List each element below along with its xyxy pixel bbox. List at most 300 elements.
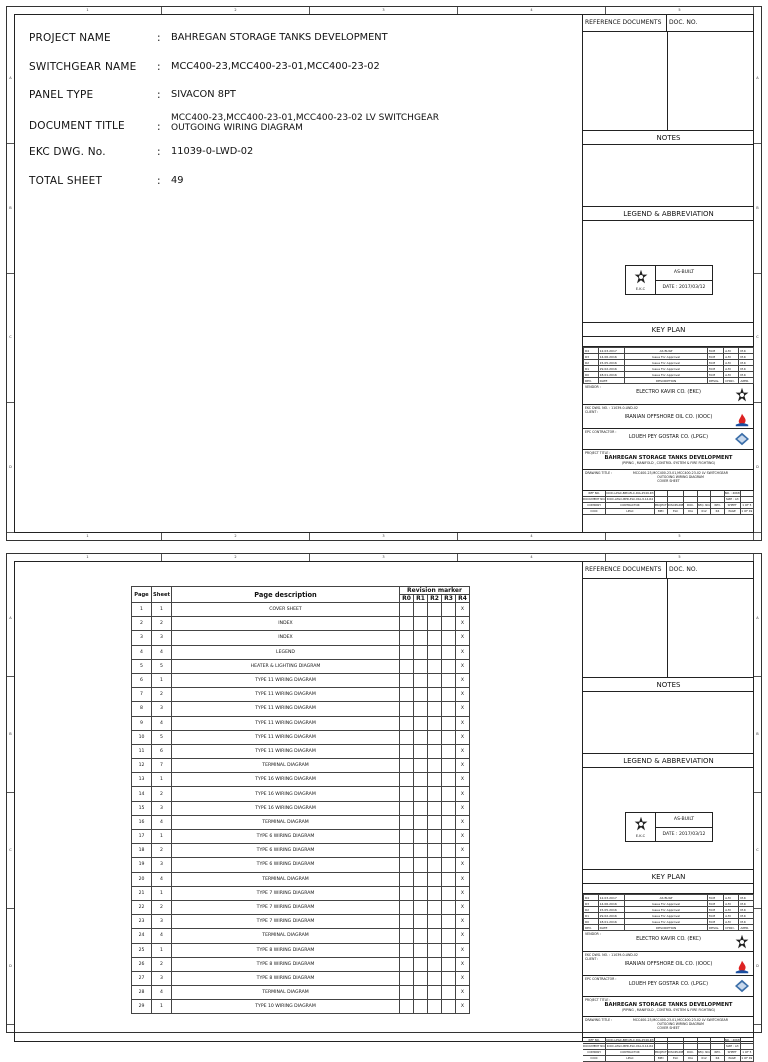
page-description-cell: TYPE 7 WIRING DIAGRAM: [172, 886, 400, 900]
revision-marker-cell: [442, 915, 456, 929]
ruler-tick: 2: [162, 7, 310, 14]
revision-marker-cell: [414, 858, 428, 872]
revision-marker-cell: [414, 801, 428, 815]
ruler-tick: 2: [162, 554, 310, 561]
revision-column-header: R0: [400, 595, 414, 603]
revision-marker-cell: [442, 645, 456, 659]
revision-cell: M.K: [739, 366, 754, 372]
revision-marker-cell: [414, 773, 428, 787]
sheet-number-cell: 1: [152, 943, 172, 957]
grid-cell: 1 OF 49: [741, 509, 753, 513]
sheet-number-cell: 4: [152, 872, 172, 886]
revision-cell: 18.01.2016: [598, 919, 625, 925]
revision-cell: R1: [584, 366, 599, 372]
revision-cell: AS BUILT: [625, 348, 708, 354]
revision-marker-cell: [442, 971, 456, 985]
revision-marker-cell: [442, 957, 456, 971]
page-number-cell: 26: [132, 957, 152, 971]
grid-cell: NO. : 4068: [724, 491, 740, 495]
revision-marker-cell: [414, 929, 428, 943]
revision-marker-cell: [428, 900, 442, 914]
page-description-cell: COVER SHEET: [172, 603, 400, 617]
page-number-cell: 1: [132, 603, 152, 617]
revision-marker-cell: [442, 773, 456, 787]
revision-cell: M.M: [707, 907, 723, 913]
page-number-cell: 18: [132, 844, 152, 858]
revision-marker-cell: [400, 787, 414, 801]
stamp-logo-label: E.K.C: [635, 287, 646, 291]
revision-marker-cell: [414, 915, 428, 929]
sheet-number-cell: 3: [152, 702, 172, 716]
page-description-cell: TYPE 16 WIRING DIAGRAM: [172, 801, 400, 815]
page-description-cell: TYPE 16 WIRING DIAGRAM: [172, 787, 400, 801]
revision-cell: R1: [584, 913, 599, 919]
ruler-tick: D: [754, 403, 761, 533]
epc-label: EPC CONTRACTOR :: [585, 977, 617, 981]
bottom-ruler: [14, 533, 754, 540]
revision-marker-cell: [428, 858, 442, 872]
title-block: [582, 561, 754, 1060]
table-row: [132, 730, 470, 744]
page-number-cell: 10: [132, 730, 152, 744]
revision-cell: CHKD.: [724, 925, 739, 931]
grid-cell: SIZE : A3: [725, 497, 741, 503]
reference-documents-box: [583, 561, 754, 678]
revision-marker-cell: [414, 1000, 428, 1014]
cover-sheet-label: COVER SHEET: [657, 479, 680, 483]
page-description-cell: TYPE 8 WIRING DIAGRAM: [172, 971, 400, 985]
left-ruler: [7, 561, 14, 1025]
revision-marker-cell: [428, 986, 442, 1000]
revision-marker-cell: [428, 957, 442, 971]
revision-cell: M.K: [739, 901, 754, 907]
right-ruler: [754, 14, 761, 533]
revision-marker-cell: [442, 844, 456, 858]
revision-cell: 15.05.2016: [598, 360, 625, 366]
table-row: [132, 971, 470, 985]
revision-row: [584, 925, 754, 931]
revision-marker-cell: [400, 886, 414, 900]
grid-cell: R4: [711, 509, 724, 515]
ruler-tick: D: [7, 403, 14, 533]
left-ruler: [7, 14, 14, 533]
reference-header: [583, 14, 754, 32]
revision-cell: M.M: [707, 913, 723, 919]
grid-cell: IOOC-LPGC-BPD-ELC-DIA-9.14-R4: [606, 1044, 654, 1048]
info-value: MCC400-23,MCC400-23-01,MCC400-23-02: [171, 60, 380, 72]
revision-marker-cell: [414, 702, 428, 716]
page-number-cell: 24: [132, 929, 152, 943]
table-row: [132, 773, 470, 787]
grid-cell: DOCUMENT NO.: [583, 1044, 606, 1048]
grid-cell: ELC: [668, 509, 684, 515]
revision-marker-cell: [414, 872, 428, 886]
notes-title: NOTES: [583, 678, 754, 692]
page-description-cell: TYPE 11 WIRING DIAGRAM: [172, 673, 400, 687]
revision-marker-cell: X: [456, 886, 470, 900]
revision-cell: Issue For Approval: [625, 901, 708, 907]
ruler-tick: A: [754, 14, 761, 144]
revision-cell: APPR.: [739, 925, 754, 931]
header-description: Page description: [172, 587, 400, 603]
sheet-number-cell: 4: [152, 929, 172, 943]
ruler-tick: 3: [310, 554, 458, 561]
table-row: [132, 872, 470, 886]
revision-marker-cell: X: [456, 702, 470, 716]
ruler-tick: 3: [310, 533, 458, 540]
revision-marker-cell: [442, 617, 456, 631]
revision-cell: M.M: [707, 360, 723, 366]
reference-documents-label: REFERENCE DOCUMENTS: [583, 561, 667, 578]
doc-no-label: DOC. NO.: [669, 566, 698, 573]
revision-cell: R2: [584, 907, 599, 913]
project-title: BAHREGAN STORAGE TANKS DEVELOPMENT: [604, 1002, 733, 1008]
page-description-cell: TERMINAL DIAGRAM: [172, 759, 400, 773]
client-label: CLIENT :: [585, 957, 599, 961]
table-row: [132, 645, 470, 659]
grid-cell: IOOC: [583, 1056, 606, 1062]
revision-marker-cell: [428, 929, 442, 943]
key-plan-body: [583, 884, 754, 894]
revision-marker-cell: [442, 858, 456, 872]
table-row: [132, 1000, 470, 1014]
right-ruler: [754, 561, 761, 1025]
page-number-cell: 14: [132, 787, 152, 801]
revision-marker-cell: [442, 659, 456, 673]
ruler-tick: D: [7, 909, 14, 1025]
revision-marker-cell: [400, 900, 414, 914]
revision-marker-cell: [414, 659, 428, 673]
page-description-cell: TYPE 11 WIRING DIAGRAM: [172, 716, 400, 730]
revision-marker-cell: [428, 872, 442, 886]
revision-table: [583, 894, 754, 931]
ruler-tick: A: [7, 561, 14, 677]
revision-marker-cell: X: [456, 631, 470, 645]
ruler-tick: C: [754, 793, 761, 909]
revision-marker-cell: X: [456, 603, 470, 617]
revision-marker-cell: [400, 773, 414, 787]
info-label: DOCUMENT TITLE: [29, 119, 125, 132]
revision-marker-cell: [428, 730, 442, 744]
drawing-title-box: [583, 470, 754, 491]
page-description-cell: TYPE 11 WIRING DIAGRAM: [172, 730, 400, 744]
client-label: CLIENT :: [585, 410, 599, 414]
revision-cell: M.M: [707, 372, 723, 378]
legend-title: LEGEND & ABBREVIATION: [583, 207, 754, 221]
revision-cell: A.M: [724, 354, 739, 360]
project-title: BAHREGAN STORAGE TANKS DEVELOPMENT: [604, 455, 733, 461]
revision-marker-cell: X: [456, 759, 470, 773]
revision-cell: R2: [584, 360, 599, 366]
table-row: [132, 787, 470, 801]
as-built-stamp: [625, 265, 713, 295]
lpgc-diamond-logo-icon: [734, 432, 750, 447]
sheet-number-cell: 3: [152, 971, 172, 985]
revision-marker-cell: [400, 801, 414, 815]
table-row: [132, 900, 470, 914]
ekc-dwg-no: EKC DWG. NO. : 11039-0-LWD-02: [585, 406, 638, 410]
revision-cell: A.M: [724, 913, 739, 919]
table-row: [132, 943, 470, 957]
page-number-cell: 21: [132, 886, 152, 900]
revision-cell: R4: [584, 895, 599, 901]
divider: [667, 579, 668, 677]
revision-marker-cell: [428, 915, 442, 929]
vendor-name: ELECTRO KAVIR CO. (EKC): [636, 936, 701, 942]
ruler-tick: 4: [458, 533, 606, 540]
grid-cell: REV.: [711, 1050, 724, 1056]
ekc-stamp-logo: [626, 266, 656, 294]
revision-cell: R3: [584, 354, 599, 360]
revision-marker-cell: [414, 645, 428, 659]
grid-cell: R4: [711, 1056, 724, 1062]
revision-marker-cell: [428, 702, 442, 716]
revision-marker-cell: [428, 617, 442, 631]
table-row: [132, 801, 470, 815]
grid-cell: SEQ. NO.: [697, 503, 711, 507]
sheet-number-cell: 4: [152, 645, 172, 659]
table-row: [132, 673, 470, 687]
revision-cell: REV.: [584, 378, 599, 384]
revision-marker-cell: [400, 730, 414, 744]
grid-cell: SHEET: [725, 503, 741, 509]
grid-cell: DOCUMENT NO.: [583, 497, 606, 501]
revision-marker-cell: [428, 645, 442, 659]
grid-cell: 1 OF 5: [741, 1050, 754, 1056]
info-row-project: PROJECT NAME : BAHREGAN STORAGE TANKS DEVELOPMENT: [29, 32, 569, 61]
revision-marker-cell: X: [456, 716, 470, 730]
revision-cell: M.K: [739, 919, 754, 925]
page-number-cell: 22: [132, 900, 152, 914]
revision-cell: M.K: [739, 913, 754, 919]
revision-cell: R0: [584, 372, 599, 378]
revision-cell: 14.06.2016: [598, 901, 625, 907]
revision-marker-cell: [442, 673, 456, 687]
table-row: [132, 688, 470, 702]
revision-cell: APPR.: [739, 378, 754, 384]
revision-marker-cell: [414, 957, 428, 971]
drawing-title-label: DRAWING TITLE :: [585, 1018, 613, 1022]
info-value: MCC400-23,MCC400-23-01,MCC400-23-02 LV SWITCHGEAR OUTGOING WIRING DIAGRAM: [171, 112, 440, 134]
grid-cell: IOOC-LPGC-BPD-ELC-DIA-9.14-R4: [606, 497, 654, 501]
revision-cell: DATE: [598, 925, 625, 931]
revision-marker-cell: X: [456, 986, 470, 1000]
revision-marker-cell: [414, 759, 428, 773]
revision-cell: AS BUILT: [625, 895, 708, 901]
revision-cell: M.M: [707, 348, 723, 354]
revision-column-header: R2: [428, 595, 442, 603]
top-ruler: [14, 554, 754, 561]
revision-marker-cell: X: [456, 773, 470, 787]
project-title-box: [583, 450, 754, 470]
page-description-cell: TYPE 8 WIRING DIAGRAM: [172, 957, 400, 971]
sheet-number-cell: 2: [152, 844, 172, 858]
revision-marker-cell: [442, 872, 456, 886]
ruler-tick: 4: [458, 7, 606, 14]
revision-marker-cell: [400, 716, 414, 730]
page-description-cell: TYPE 6 WIRING DIAGRAM: [172, 844, 400, 858]
table-row: [132, 603, 470, 617]
revision-marker-cell: [442, 730, 456, 744]
grid-cell: DIA: [684, 1056, 697, 1062]
grid-cell: LPGC: [606, 509, 654, 515]
revision-cell: A.M: [724, 901, 739, 907]
revision-marker-cell: [414, 986, 428, 1000]
divider: [667, 32, 668, 130]
grid-cell: CONTRACTOR: [606, 1050, 654, 1056]
revision-cell: Issue For Approval: [625, 913, 708, 919]
revision-cell: 14.06.2016: [598, 354, 625, 360]
page-number-cell: 9: [132, 716, 152, 730]
table-row: [132, 830, 470, 844]
revision-marker-cell: [428, 830, 442, 844]
page-number-cell: 13: [132, 773, 152, 787]
revision-marker-cell: X: [456, 673, 470, 687]
revision-marker-cell: [442, 787, 456, 801]
revision-marker-cell: [414, 900, 428, 914]
table-row: [132, 886, 470, 900]
ruler-tick: 5: [606, 533, 754, 540]
ekc-stamp-logo: [626, 813, 656, 841]
vendor-name: ELECTRO KAVIR CO. (EKC): [636, 389, 701, 395]
grid-cell: DOC.: [684, 503, 697, 509]
revision-marker-cell: [442, 759, 456, 773]
grid-cell: BPD: [655, 509, 668, 515]
revision-marker-cell: [400, 759, 414, 773]
cover-sheet-label: COVER SHEET: [657, 1026, 680, 1030]
revision-cell: DATE: [598, 378, 625, 384]
revision-marker-cell: [414, 844, 428, 858]
sheet-number-cell: 1: [152, 1000, 172, 1014]
epc-box: [583, 429, 754, 450]
ekc-star-logo-icon: [734, 934, 750, 951]
revision-marker-cell: [428, 815, 442, 829]
drawing-title: MCC400-23,MCC400-23-01,MCC400-23-02 LV SWITCHGEAR OUTGOING WIRING DIAGRAM: [633, 471, 728, 479]
sheet-number-cell: 1: [152, 603, 172, 617]
grid-cell: COMPANY: [583, 503, 606, 509]
revision-cell: Issue For Approval: [625, 907, 708, 913]
reference-header: [583, 561, 754, 579]
revision-cell: Issue For Approval: [625, 354, 708, 360]
grid-cell: 1 OF 49: [741, 1056, 753, 1060]
revision-marker-cell: [414, 815, 428, 829]
revision-marker-cell: [428, 759, 442, 773]
notes-title: NOTES: [583, 131, 754, 145]
page-number-cell: 23: [132, 915, 152, 929]
grid-cell: SIZE : A3: [725, 1044, 741, 1050]
revision-marker-cell: [400, 702, 414, 716]
revision-cell: A.M: [724, 360, 739, 366]
grid-cell: IOOC-LPGC-BPD-ELC-DIA-2549-R3: [606, 1038, 654, 1042]
sheet-number-cell: 3: [152, 631, 172, 645]
info-row-ekc-dwg: EKC DWG. No. : 11039-0-LWD-02: [29, 146, 569, 175]
cover-info: [29, 32, 569, 204]
revision-cell: 12.03.2017: [598, 348, 625, 354]
project-subtitle: (PIPING , MANIFOLD , CONTROL SYSTEM & FIRE FIGHTING): [621, 1008, 716, 1012]
project-subtitle: (PIPING , MANIFOLD , CONTROL SYSTEM & FIRE FIGHTING): [621, 461, 716, 465]
doc-no-label: DOC. NO.: [669, 19, 698, 26]
grid-cell: IOOC-LPGC-BPD-ELC-DIA-2549-R3: [606, 491, 654, 495]
page-number-cell: 27: [132, 971, 152, 985]
revision-marker-cell: [400, 631, 414, 645]
revision-marker-cell: X: [456, 915, 470, 929]
revision-marker-cell: [414, 943, 428, 957]
revision-marker-cell: [442, 801, 456, 815]
revision-marker-cell: [414, 673, 428, 687]
revision-cell: 18.01.2016: [598, 372, 625, 378]
client-box: [583, 405, 754, 429]
info-value: BAHREGAN STORAGE TANKS DEVELOPMENT: [171, 32, 388, 43]
page-description-cell: INDEX: [172, 617, 400, 631]
revision-column-header: R4: [456, 595, 470, 603]
revision-marker-cell: [400, 659, 414, 673]
revision-cell: DESCRIPTION: [625, 925, 708, 931]
revision-marker-cell: [414, 688, 428, 702]
revision-marker-cell: X: [456, 844, 470, 858]
as-built-stamp: [625, 812, 713, 842]
revision-marker-cell: [400, 986, 414, 1000]
page-description-cell: TERMINAL DIAGRAM: [172, 929, 400, 943]
ruler-tick: 5: [606, 7, 754, 14]
table-row: [132, 929, 470, 943]
drawing-title-box: [583, 1017, 754, 1038]
revision-marker-cell: [414, 744, 428, 758]
notes-body: [583, 145, 754, 207]
revision-cell: 29.02.2016: [598, 913, 625, 919]
table-row: [132, 844, 470, 858]
revision-table: [583, 347, 754, 384]
grid-cell: CONTRACTOR: [606, 503, 654, 509]
revision-marker-cell: [428, 971, 442, 985]
revision-cell: DESCRIPTION: [625, 378, 708, 384]
ruler-tick: A: [754, 561, 761, 677]
revision-marker-cell: X: [456, 858, 470, 872]
revision-marker-cell: X: [456, 659, 470, 673]
revision-marker-cell: [428, 744, 442, 758]
grid-cell: PAGE: [725, 1056, 741, 1062]
revision-row: [584, 378, 754, 384]
page-number-cell: 3: [132, 631, 152, 645]
revision-cell: R3: [584, 901, 599, 907]
page-description-cell: INDEX: [172, 631, 400, 645]
revision-marker-cell: X: [456, 943, 470, 957]
revision-marker-cell: [428, 673, 442, 687]
header-revision-marker: Revision marker: [400, 587, 470, 595]
project-title-label: PROJECT TITLE :: [585, 998, 611, 1002]
page-number-cell: 15: [132, 801, 152, 815]
vendor-label: VENDOR :: [585, 932, 601, 936]
page-description-cell: LEGEND: [172, 645, 400, 659]
revision-marker-cell: [428, 886, 442, 900]
info-value: 49: [171, 174, 184, 186]
revision-marker-cell: [400, 603, 414, 617]
stamp-text: [656, 813, 712, 841]
sheet-number-cell: 2: [152, 900, 172, 914]
revision-marker-cell: X: [456, 688, 470, 702]
epc-name: LOUEH PEY GOSTAR CO. (LPGC): [628, 434, 709, 440]
page-description-cell: TYPE 16 WIRING DIAGRAM: [172, 773, 400, 787]
revision-cell: M.M: [707, 354, 723, 360]
revision-marker-cell: [400, 929, 414, 943]
revision-cell: M.K: [739, 360, 754, 366]
page-description-cell: TYPE 10 WIRING DIAGRAM: [172, 1000, 400, 1014]
page-description-cell: TYPE 6 WIRING DIAGRAM: [172, 858, 400, 872]
revision-cell: Issue For Approval: [625, 919, 708, 925]
revision-marker-cell: X: [456, 929, 470, 943]
ekc-star-logo-icon: [633, 816, 649, 834]
ruler-tick: C: [7, 793, 14, 909]
revision-marker-cell: [428, 688, 442, 702]
